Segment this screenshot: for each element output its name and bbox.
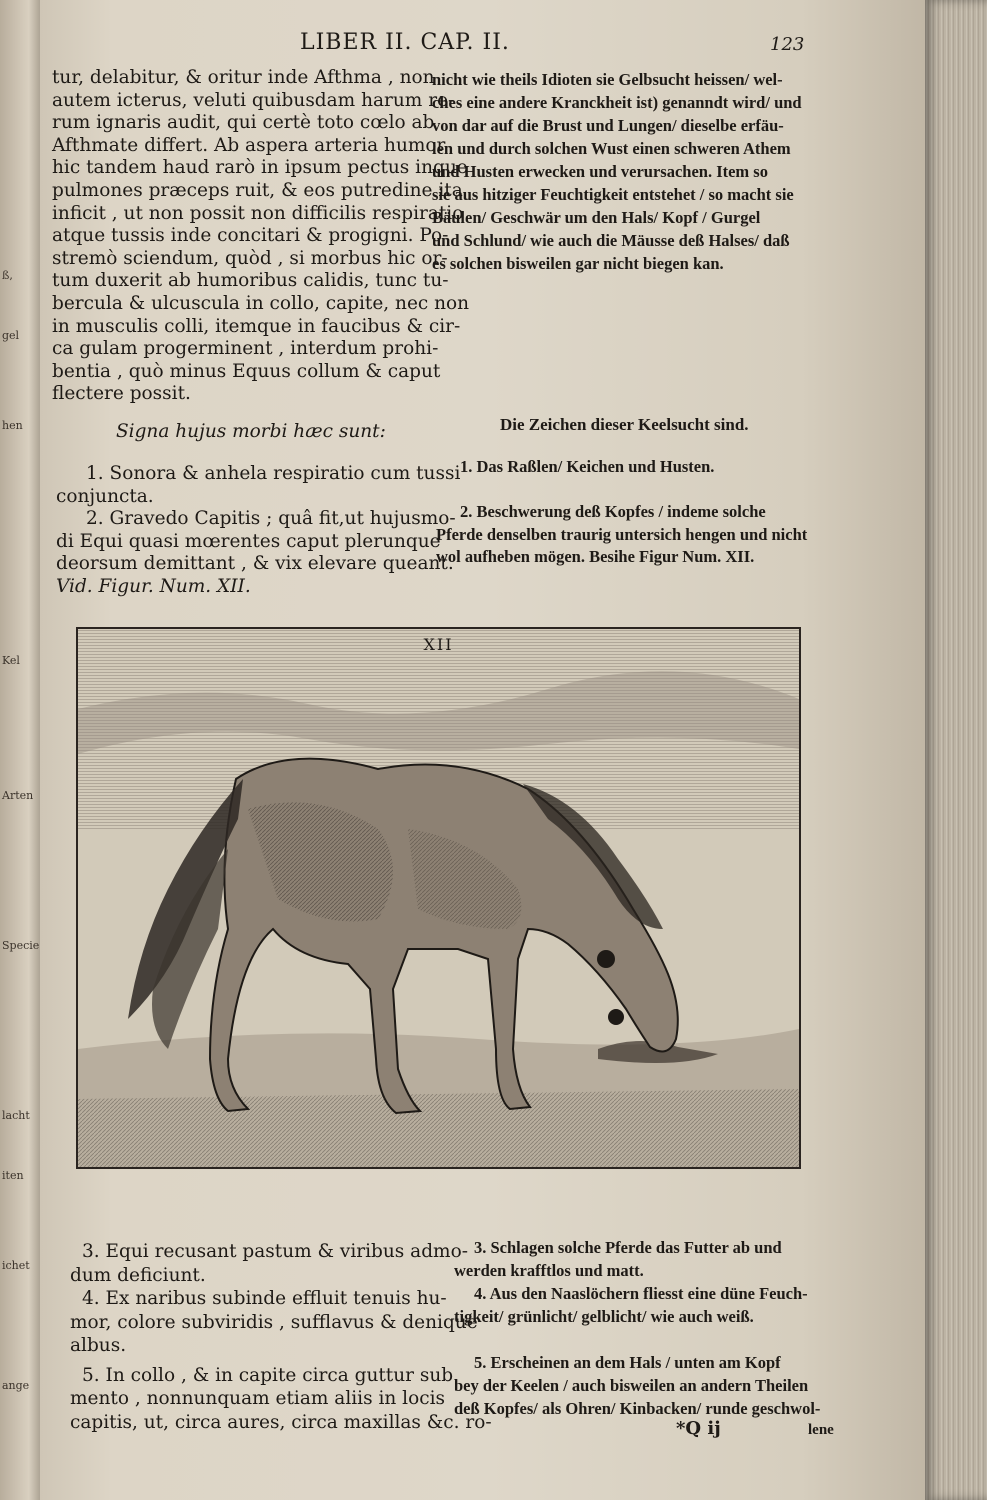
text-line: es solchen bisweilen gar nicht biegen kan. [432,254,724,273]
text-line: flectere possit. [52,383,191,405]
left-fragment: ichet [2,1259,30,1272]
text-line: von dar auf die Brust und Lungen/ dieselbe erfäu- [432,116,784,135]
text-line: dum deficiunt. [70,1264,206,1286]
text-line: 4. Aus den Naaslöchern fliesst eine düne Feuch- [474,1284,808,1303]
text-line [474,1328,844,1351]
left-fragment: gel [2,329,20,342]
text-line: albus. [70,1335,127,1356]
text-line: wol aufheben mögen. Besihe Figur Num. XII. [436,547,755,566]
text-line: Pferde denselben traurig untersich hengen und nicht [436,524,808,544]
german-column-top [432,68,832,275]
latin-column-top [52,67,470,406]
running-head: LIBER II. CAP. II. [300,30,510,55]
text-line: atque tussis inde concitari & progigni. Po- [52,225,449,247]
text-line: ches eine andere Kranckheit ist) genanndt wird/ und [432,93,802,112]
text-line: und Husten erwecken und verursachen. Item so [432,162,768,181]
german-signs [436,456,836,569]
left-fragment: ange [2,1379,30,1392]
text-line: 5. Erscheinen an dem Hals / unten am Kopf [474,1353,781,1372]
text-line: rum ignaris audit, qui certè toto cœlo ab [52,112,435,134]
text-line [436,479,836,502]
left-fragment: hen [2,419,23,432]
text-line: hic tandem haud rarò in ipsum pectus inque [52,157,468,179]
text-line: und Schlund/ wie auch die Mäusse deß Halses/ daß [432,231,790,250]
text-line: 2. Gravedo Capitis ; quâ fit,ut hujusmo- [86,508,456,529]
text-line: 2. Beschwerung deß Kopfes / indeme solche [460,502,766,521]
text-line: werden krafftlos und matt. [454,1261,644,1280]
text-line: pulmones præceps ruit, & eos putredine ita [52,179,463,201]
text-line: 1. Das Raßlen/ Keichen und Husten. [460,457,715,476]
text-line: 3. Equi recusant pastum & viribus admo- [82,1241,468,1262]
text-line: conjuncta. [56,485,154,507]
text-line: 5. In collo , & in capite circa guttur sub [82,1364,454,1386]
text-line: mor, colore subviridis , sufflavus & denique [70,1311,478,1333]
text-line: Afthmate differt. Ab aspera arteria humor [52,134,446,156]
text-line: len und durch solchen Wust einen schweren Athem [432,139,791,158]
text-line: capitis, ut, circa aures, circa maxillas &c. ro- [70,1411,492,1433]
text-line: di Equi quasi mœrentes caput plerunque [56,530,441,552]
text-line: stremò sciendum, quòd , si morbus hic or- [52,247,448,269]
text-line: autem icterus, veluti quibusdam harum re- [52,89,455,111]
text-line: in musculis colli, itemque in faucibus & cir- [52,315,461,337]
text-line: bercula & ulcuscula in collo, capite, nec non [52,292,470,314]
text-line: ca gulam progerminent , interdum prohi- [52,338,439,360]
text-line: deorsum demittant , & vix elevare queant. [56,553,454,574]
left-fragment: Arten [2,789,34,802]
text-line: nicht wie theils Idioten sie Gelbsucht heissen/ wel- [432,70,783,89]
signature-mark: *Q ij [676,1418,721,1439]
page-edges [925,0,987,1500]
text-line: 4. Ex naribus subinde effluit tenuis hu- [82,1288,447,1309]
engraving-figure [76,627,801,1169]
text-line: Bäulen/ Geschwär um den Hals/ Kopf / Gurgel [432,208,761,227]
text-line: 1. Sonora & anhela respiratio cum tussi [86,463,461,484]
text-line: bey der Keelen / auch bisweilen an andern Theilen [454,1376,809,1395]
text-line: tur, delabitur, & oritur inde Afthma , non [52,67,435,88]
left-fragment: iten [2,1169,24,1182]
text-line: 3. Schlagen solche Pferde das Futter ab und [474,1238,782,1257]
text-line: bentia , quò minus Equus collum & caput [52,360,441,382]
text-line: Vid. Figur. Num. XII. [56,575,251,597]
german-column-bottom [454,1236,844,1420]
text-line: tigkeit/ grünlicht/ gelblicht/ wie auch weiß. [454,1307,754,1326]
latin-heading: Signa hujus morbi hæc sunt: [116,421,386,442]
horse-engraving [78,629,799,1167]
left-fragment: ß, [2,269,13,282]
left-fragment: lacht [2,1109,30,1122]
text-line: tum duxerit ab humoribus calidis, tunc tu- [52,270,449,292]
latin-column-bottom [70,1240,492,1434]
left-fragment: Specie [2,939,40,952]
text-line: inficit , ut non possit non difficilis respiratio [52,202,464,224]
latin-signs [56,463,461,598]
text-line: mento , nonnunquam etiam aliis in locis [70,1388,445,1409]
text-line: sie aus hitziger Feuchtigkeit entstehet / so macht sie [432,185,794,204]
figure-number: XII [423,635,454,654]
catchword: lene [808,1422,834,1438]
page-number: 123 [770,34,805,55]
left-fragment: Kel [2,654,20,667]
german-heading: Die Zeichen dieser Keelsucht sind. [500,415,749,434]
text-line: deß Kopfes/ als Ohren/ Kinbacken/ runde geschwol- [454,1399,821,1418]
